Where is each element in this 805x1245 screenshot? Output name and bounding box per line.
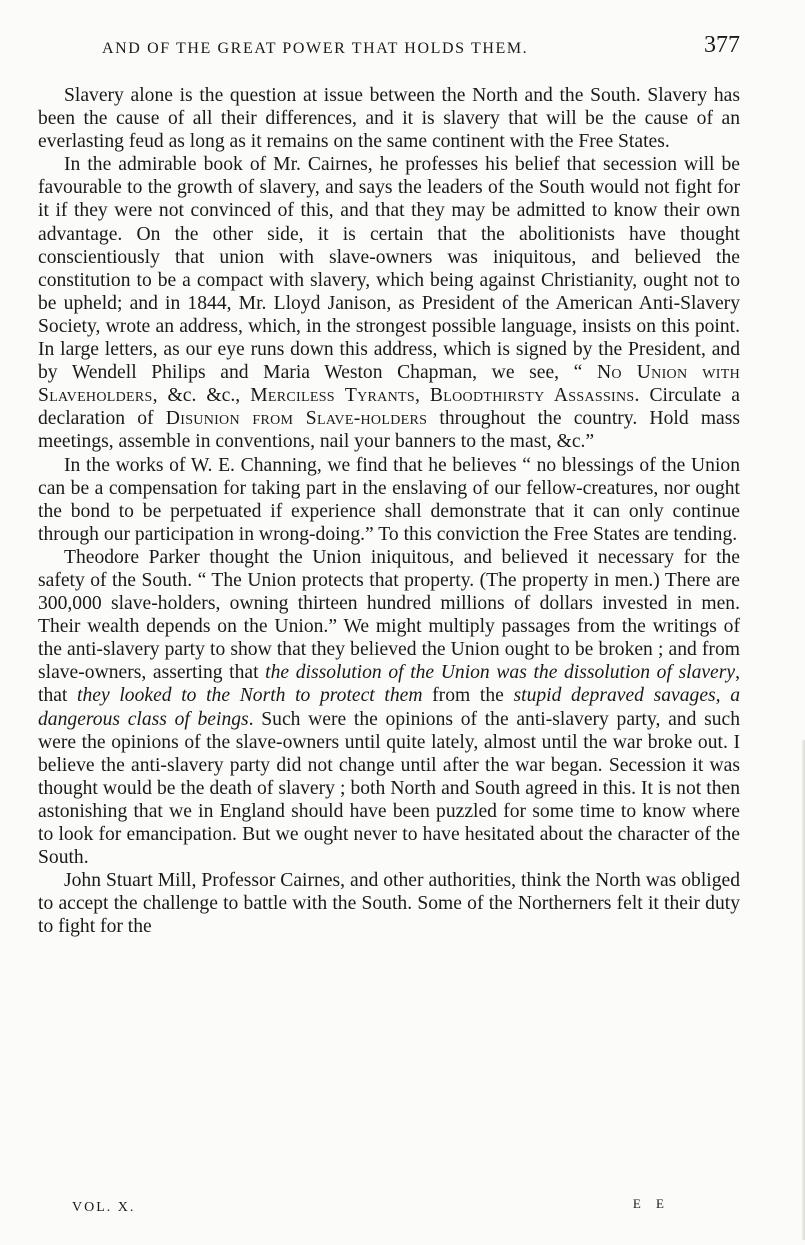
paragraph xyxy=(38,84,740,153)
italic-quote: stupid depraved savages, a dangerous class of beings xyxy=(38,685,740,730)
volume-label: VOL. X. xyxy=(72,1200,136,1215)
paragraph xyxy=(38,869,740,938)
page-edge-shadow xyxy=(801,740,805,1240)
paragraph xyxy=(38,153,740,453)
paragraph xyxy=(38,454,740,546)
body-text xyxy=(38,84,740,938)
italic-quote: they looked to the North to protect them xyxy=(77,685,423,707)
page-header xyxy=(40,30,740,70)
signature-mark: E E xyxy=(632,1196,670,1211)
page-footer xyxy=(40,1196,670,1226)
text-run: , &c. &c., xyxy=(152,385,251,407)
text-run: In the works of W. E. Channing, we find that he believes “ no blessings of the Union can be a compensation for taking part in the enslaving of our fellow-creatures, nor ought the bond to be perpetuated if experience shall demonstrate that it can only continue through our participation in wrong-doing.” To this conviction the Free States are tending. xyxy=(38,454,740,545)
paragraph xyxy=(38,546,740,869)
small-caps-text: Merciless Tyrants xyxy=(250,385,415,407)
text-run: In the admirable book of Mr. Cairnes, he professes his belief that secession will be favourable to the growth of slavery, and says the leaders of the South would not fight for it if they were not convinced of this, and that they may be admitted to know their own advantage. On the other side, it is certain that the abolitionists have thought conscientiously that union with slave-owners was iniquitous, and believed the constitution to be a compact with slavery, which being against Christianity, ought not to be upheld; and in 1844, Mr. Lloyd Janison, as President of the American Anti-Slavery Society, wrote an address, which, in the strongest possible language, insists on this point. In large letters, as our eye runs down this address, which is signed by the President, and by Wendell Philips and Maria Weston Chapman, we see, “ xyxy=(38,154,740,384)
text-run: Slavery alone is the question at issue between the North and the South. Slavery has been the cause of all their differences, and it is slavery that will be the cause of an everlasting feud as long as it remains on the same continent with the Free States. xyxy=(38,85,740,153)
text-run: throughout the country. Hold mass meetings, assemble in conventions, nail your banners to the mast, &c.” xyxy=(38,408,741,453)
small-caps-text: No Union with Slaveholders xyxy=(38,362,740,407)
small-caps-text: Disunion from Slave-holders xyxy=(165,408,428,430)
page-number: 377 xyxy=(704,32,740,58)
text-run: from the xyxy=(422,685,514,707)
text-run: , xyxy=(414,385,430,407)
text-run: Theodore Parker thought the Union iniquitous, and believed it necessary for the safety of the South. “ The Union protects that property. (The property in men.) There are 300,000 slave-holders, owning thirteen hundred millions of dollars invested in men. Their wealth depends on the Union.” We might multiply passages from the writings of the anti-slavery party to show that they believed the Union ought to be broken ; and from slave-owners, asserting that xyxy=(38,546,740,684)
text-run: John Stuart Mill, Professor Cairnes, and other authorities, think the North was obliged to accept the challenge to battle with the South. Some of the Northerners felt it their duty to fight for the xyxy=(38,870,740,938)
small-caps-text: Bloodthirsty Assassins xyxy=(429,385,635,407)
text-run: . Circulate a declaration of xyxy=(38,385,740,430)
text-run: , that xyxy=(38,662,740,707)
text-run: . Such were the opinions of the anti-slavery party, and such were the opinions of the slave-owners until quite lately, almost until the war broke out. I believe the anti-slavery party did not change until after the war began. Secession it was thought would be the death of slavery ; both North and South agreed in this. It is not then astonishing that we in England should have been puzzled for some time to know where to look for emancipation. But we ought never to have hesitated about the character of the South. xyxy=(38,708,741,869)
italic-quote: the dissolution of the Union was the dissolution of slavery xyxy=(265,662,736,684)
running-head: AND OF THE GREAT POWER THAT HOLDS THEM. xyxy=(102,40,529,57)
